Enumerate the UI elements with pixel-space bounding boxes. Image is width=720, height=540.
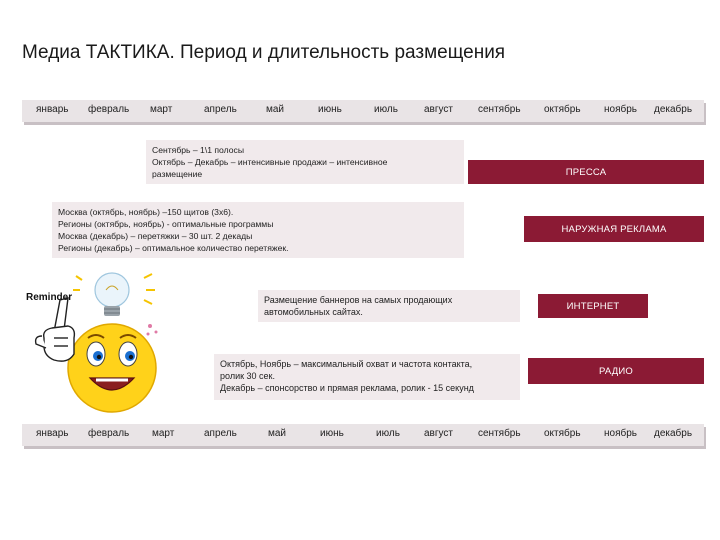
note-line: Декабрь – спонсорство и прямая реклама, ролик - 15 секунд: [220, 383, 474, 393]
note-line: Москва (декабрь) – перетяжки – 30 шт. 2 декады: [58, 231, 253, 241]
media-radio: РАДИО: [528, 358, 704, 384]
note-line: Октябрь – Декабрь – интенсивные продажи – интенсивное: [152, 157, 388, 167]
note-line: размещение: [152, 169, 203, 179]
month-label: январь: [36, 428, 69, 439]
page-title: Медиа ТАКТИКА. Период и длительность размещения: [22, 42, 506, 63]
month-label: май: [266, 104, 285, 115]
internet-note: [258, 290, 520, 322]
note-line: автомобильных сайтах.: [264, 307, 363, 317]
note-line: ролик 30 сек.: [220, 371, 275, 381]
month-label: апрель: [204, 428, 237, 439]
note-line: Регионы (октябрь, ноябрь) - оптимальные программы: [58, 219, 274, 229]
note-line: Размещение баннеров на самых продающих: [264, 295, 453, 305]
media-internet: ИНТЕРНЕТ: [538, 294, 648, 318]
month-label: октябрь: [544, 104, 581, 115]
month-bar-top: [22, 100, 704, 122]
month-label: июль: [376, 428, 400, 439]
month-label: октябрь: [544, 428, 581, 439]
month-label: февраль: [88, 104, 130, 115]
month-label: май: [268, 428, 287, 439]
month-label: ноябрь: [604, 104, 637, 115]
outdoor-note: [52, 202, 464, 258]
media-press: ПРЕССА: [468, 160, 704, 184]
month-label: март: [152, 428, 175, 439]
month-label: июнь: [320, 428, 344, 439]
month-label: август: [424, 104, 453, 115]
note-line: Сентябрь – 1\1 полосы: [152, 145, 244, 155]
month-label: сентябрь: [478, 428, 521, 439]
month-label: август: [424, 428, 453, 439]
light-bulb-icon: [95, 273, 129, 316]
smiley-face-icon: [68, 324, 156, 412]
note-line: Октябрь, Ноябрь – максимальный охват и частота контакта,: [220, 359, 473, 369]
sparkle-icon: [147, 324, 158, 336]
pointing-hand-icon: [36, 298, 75, 361]
month-label: апрель: [204, 104, 237, 115]
month-label: март: [150, 104, 173, 115]
reminder-label: Reminder: [26, 292, 73, 303]
note-line: Москва (октябрь, ноябрь) –150 щитов (3х6).: [58, 207, 234, 217]
month-label: ноябрь: [604, 428, 637, 439]
note-line: Регионы (декабрь) – оптимальное количество перетяжек.: [58, 243, 289, 253]
press-note: [146, 140, 464, 184]
month-label: декабрь: [654, 104, 693, 115]
month-label: июнь: [318, 104, 342, 115]
month-label: февраль: [88, 428, 130, 439]
month-label: декабрь: [654, 428, 693, 439]
month-label: январь: [36, 104, 69, 115]
radio-note: [214, 354, 520, 400]
month-label: сентябрь: [478, 104, 521, 115]
month-bar-bottom: [22, 424, 704, 446]
month-label: июль: [374, 104, 398, 115]
media-outdoor: НАРУЖНАЯ РЕКЛАМА: [524, 216, 704, 242]
